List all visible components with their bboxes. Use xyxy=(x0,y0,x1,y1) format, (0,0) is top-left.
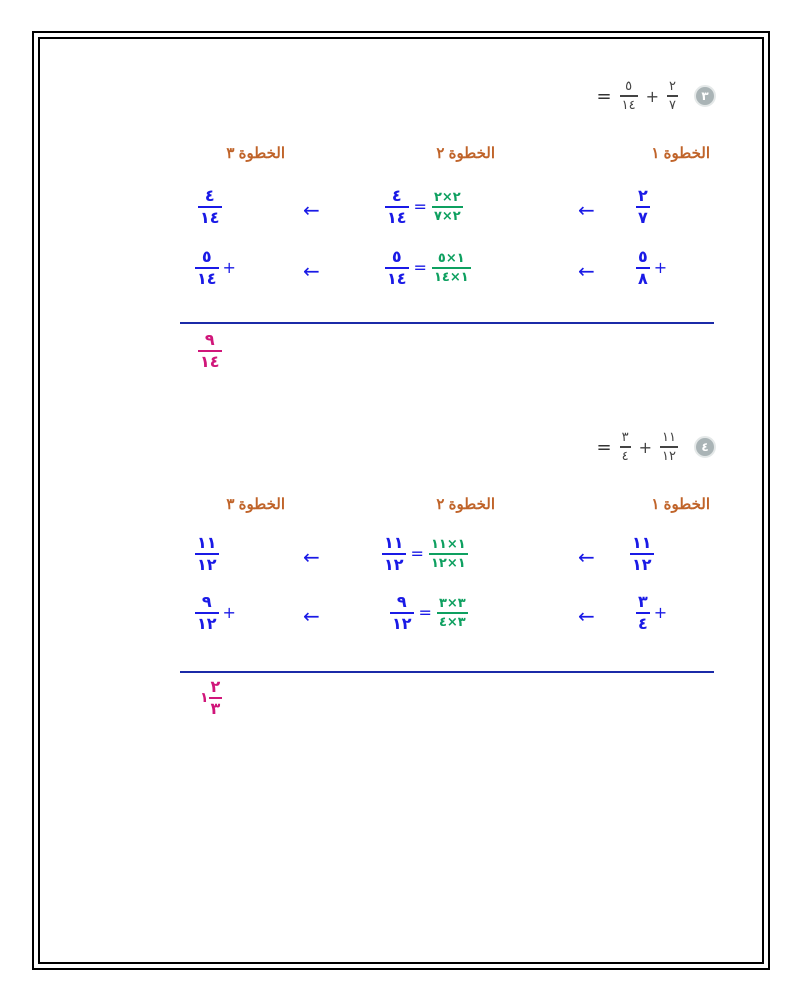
arrow-icon: ← xyxy=(303,198,320,222)
row2-step2: $\frac{٩}{١٢}$ = $\frac{٣\times ٣}{٣\times ٤}$ xyxy=(392,592,466,633)
arrow-icon: ← xyxy=(578,545,595,569)
step-3-label: الخطوة ٣ xyxy=(226,496,285,513)
fraction: $\frac{٤}{١٤}$ xyxy=(200,186,220,227)
step-2-label: الخطوة ٢ xyxy=(436,145,495,162)
fraction: $\frac{١١}{١٢}$ xyxy=(197,533,217,574)
row2-step3: $\frac{٥}{١٤}$ + xyxy=(197,247,236,288)
row2-step3: $\frac{٩}{١٢}$ + xyxy=(197,592,236,633)
fraction: $\frac{٢\times ٢}{٢\times ٧}$ xyxy=(433,190,461,224)
step-1-label: الخطوة ١ xyxy=(651,145,710,162)
problem-number-badge: ٣ xyxy=(694,85,716,107)
header-fraction-a: $\frac{٢}{٧}$ xyxy=(669,79,676,113)
result-fraction: $\frac{٢}{٣}$ xyxy=(210,677,221,718)
fraction: $\frac{٢}{٧}$ xyxy=(638,186,648,227)
problem-4 xyxy=(0,427,800,757)
header-fraction-b: $\frac{٣}{٤}$ xyxy=(621,430,629,464)
fraction: $\frac{٩}{١٢}$ xyxy=(197,592,217,633)
fraction: $\frac{٣\times ٣}{٣\times ٤}$ xyxy=(438,596,466,630)
header-fraction-b: $\frac{٥}{١٤}$ xyxy=(621,79,636,113)
sum-line xyxy=(180,671,714,673)
row1-step3 xyxy=(198,188,222,226)
row2-step1: $\frac{٣}{٤}$ + xyxy=(638,592,668,633)
problem-header xyxy=(597,427,716,467)
header-fraction-a: $\frac{١١}{١٢}$ xyxy=(662,430,676,464)
fraction: $\frac{٣}{٤}$ xyxy=(638,592,648,633)
row1-step2: $\frac{٤}{١٤}$ = $\frac{٢\times ٢}{٢\times ٧}$ xyxy=(387,186,461,227)
row2-step2: $\frac{٥}{١٤}$ = $\frac{١\times ٥}{١\times ١٤}$ xyxy=(387,247,469,288)
plus-sign: + xyxy=(638,437,653,457)
sum-line xyxy=(180,322,714,324)
row1-step3 xyxy=(195,535,219,573)
result xyxy=(200,679,222,717)
result xyxy=(198,332,222,370)
arrow-icon: ← xyxy=(578,198,595,222)
arrow-icon: ← xyxy=(303,545,320,569)
fraction: $\frac{٥}{٨}$ xyxy=(638,247,648,288)
problem-number-badge: ٤ xyxy=(694,436,716,458)
fraction: $\frac{١\times ١١}{١\times ١٢}$ xyxy=(430,537,466,571)
fraction: $\frac{١١}{١٢}$ xyxy=(384,533,404,574)
row1-step2: $\frac{١١}{١٢}$ = $\frac{١\times ١١}{١\times ١٢}$ xyxy=(384,533,466,574)
fraction: $\frac{٩}{١٢}$ xyxy=(392,592,412,633)
equals-sign: = xyxy=(596,436,612,458)
arrow-icon: ← xyxy=(303,259,320,283)
result-whole: ١ xyxy=(200,689,209,706)
fraction: $\frac{٥}{١٤}$ xyxy=(197,247,217,288)
row1-step1 xyxy=(636,188,650,226)
fraction: $\frac{٤}{١٤}$ xyxy=(387,186,407,227)
fraction: $\frac{٥}{١٤}$ xyxy=(387,247,407,288)
row2-step1: $\frac{٥}{٨}$ + xyxy=(638,247,668,288)
arrow-icon: ← xyxy=(303,604,320,628)
arrow-icon: ← xyxy=(578,259,595,283)
step-1-label: الخطوة ١ xyxy=(651,496,710,513)
fraction: $\frac{١١}{١٢}$ xyxy=(632,533,652,574)
step-3-label: الخطوة ٣ xyxy=(226,145,285,162)
problem-3 xyxy=(0,76,800,406)
equals-sign: = xyxy=(596,85,612,107)
fraction: $\frac{١\times ٥}{١\times ١٤}$ xyxy=(433,251,469,285)
problem-header xyxy=(597,76,716,116)
arrow-icon: ← xyxy=(578,604,595,628)
step-2-label: الخطوة ٢ xyxy=(436,496,495,513)
plus-sign: + xyxy=(645,86,660,106)
result-fraction: $\frac{٩}{١٤}$ xyxy=(200,330,220,371)
row1-step1 xyxy=(630,535,654,573)
